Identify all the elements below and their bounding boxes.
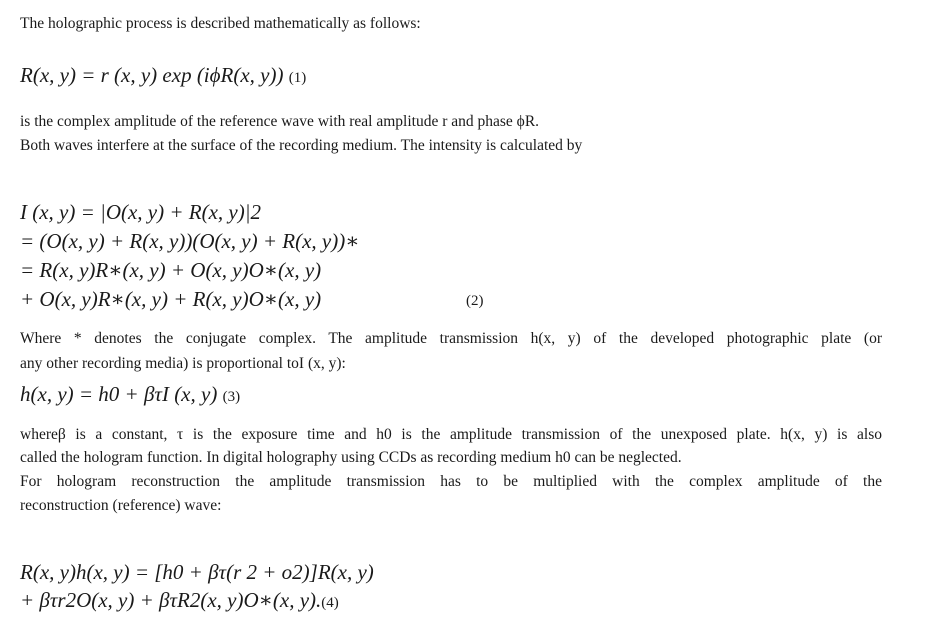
equation-2-line-3: = R(x, y)R∗(x, y) + O(x, y)O∗(x, y) <box>20 258 322 282</box>
equation-1-number: (1) <box>288 70 307 86</box>
equation-2-number: (2) <box>466 293 484 309</box>
reconstruction-text-line-1: For hologram reconstruction the amplitude transmission has to be multiplied with the complex amplitude of the <box>20 473 882 490</box>
equation-3-body: h(x, y) = h0 + βτI (x, y) <box>20 382 218 406</box>
equation-4-line-1: R(x, y)h(x, y) = [h0 + βτ(r 2 + o2)]R(x, y) <box>20 560 374 584</box>
equation-4-line-2-body: + βτr2O(x, y) + βτR2(x, y)O∗(x, y). <box>20 588 322 612</box>
where-text-line-1: Where * denotes the conjugate complex. The amplitude transmission h(x, y) of the developed photographic plate (or <box>20 330 882 347</box>
equation-4-line-2 <box>20 587 339 616</box>
equation-1-body: R(x, y) = r (x, y) exp (iϕR(x, y)) <box>20 63 284 87</box>
equation-1 <box>20 62 306 91</box>
beta-text-line-1: whereβ is a constant, τ is the exposure time and h0 is the amplitude transmission of the unexposed plate. h(x, y) is also <box>20 426 882 443</box>
reference-wave-text-line-1: is the complex amplitude of the reference wave with real amplitude r and phase ϕR. <box>20 113 540 130</box>
equation-4-number: (4) <box>321 595 339 611</box>
where-text-line-2: any other recording media) is proportional toI (x, y): <box>20 355 346 372</box>
intro-text: The holographic process is described mathematically as follows: <box>20 15 421 32</box>
reference-wave-text-line-2: Both waves interfere at the surface of the recording medium. The intensity is calculated by <box>20 137 583 154</box>
equation-3 <box>20 381 240 410</box>
equation-2-line-2: = (O(x, y) + R(x, y))(O(x, y) + R(x, y))∗ <box>20 229 360 253</box>
equation-3-number: (3) <box>222 389 241 405</box>
reconstruction-text-line-2: reconstruction (reference) wave: <box>20 497 222 514</box>
equation-2-line-4: + O(x, y)R∗(x, y) + R(x, y)O∗(x, y) <box>20 287 322 311</box>
equation-2-line-1: I (x, y) = |O(x, y) + R(x, y)|2 <box>20 200 262 224</box>
beta-text-line-2: called the hologram function. In digital holography using CCDs as recording medium h0 can be neglected. <box>20 449 682 466</box>
